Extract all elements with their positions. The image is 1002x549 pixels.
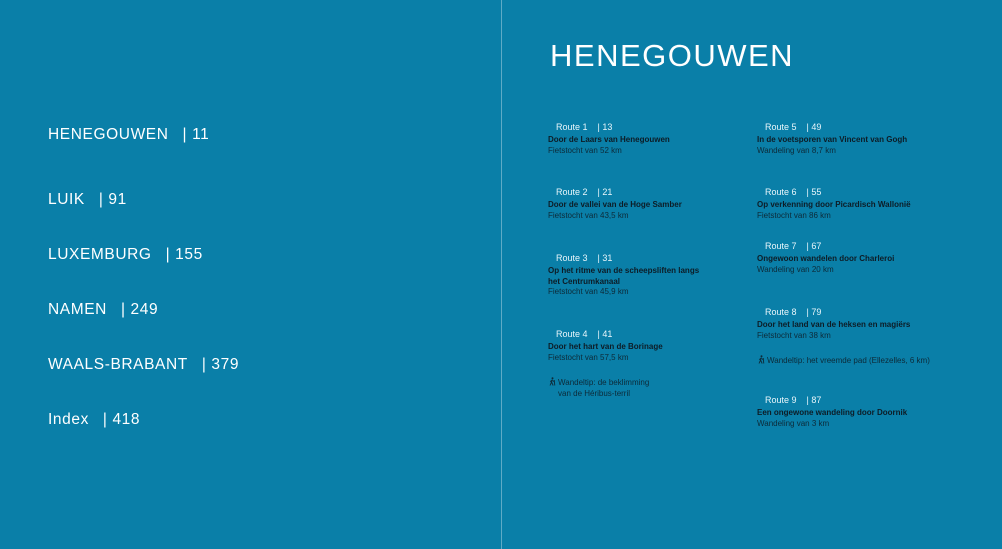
route-title: Door de vallei van de Hoge Samber — [548, 200, 682, 209]
route-title: Een ongewone wandeling door Doornik — [757, 408, 908, 417]
route-subtitle: Fietstocht van 86 km — [757, 210, 831, 220]
toc-page: | 418 — [102, 411, 141, 428]
route-number: Route 2 — [556, 187, 588, 197]
route-subtitle: Fietstocht van 57,5 km — [548, 352, 629, 362]
route-subtitle: Fietstocht van 38 km — [757, 330, 831, 340]
route-item-5[interactable] — [757, 122, 957, 156]
route-page: | 55 — [806, 187, 822, 197]
toc-entry-waals-brabant[interactable] — [48, 356, 239, 374]
route-item-9[interactable] — [757, 395, 957, 429]
toc-page: | 91 — [98, 191, 127, 208]
toc-entry-luxemburg[interactable] — [48, 246, 203, 264]
route-header — [556, 187, 748, 197]
route-subtitle: Fietstocht van 43,5 km — [548, 210, 629, 220]
route-page: | 49 — [806, 122, 822, 132]
route-number: Route 9 — [765, 395, 797, 405]
toc-page: | 155 — [165, 246, 203, 263]
toc-page: | 11 — [182, 126, 210, 143]
toc-label: LUXEMBURG — [48, 246, 152, 263]
route-subtitle: Fietstocht van 52 km — [548, 145, 622, 155]
route-header — [765, 122, 957, 132]
toc-label: NAMEN — [48, 301, 107, 318]
route-item-3[interactable] — [548, 253, 708, 298]
route-header — [765, 241, 957, 251]
route-item-1[interactable] — [548, 122, 748, 156]
route-header — [556, 329, 748, 339]
route-page: | 31 — [597, 253, 613, 263]
route-item-2[interactable] — [548, 187, 748, 221]
route-number: Route 7 — [765, 241, 797, 251]
toc-entry-index[interactable] — [48, 411, 140, 429]
route-item-4[interactable] — [548, 329, 748, 363]
route-header — [765, 187, 957, 197]
route-subtitle: Wandeling van 20 km — [757, 264, 834, 274]
tip-text: Wandeltip: de beklimming — [558, 378, 650, 387]
hiker-icon — [548, 377, 556, 386]
route-page: | 79 — [806, 307, 822, 317]
toc-entry-namen[interactable] — [48, 301, 158, 319]
route-title: Op verkenning door Picardisch Wallonië — [757, 200, 911, 209]
route-item-8[interactable] — [757, 307, 957, 341]
walking-tip-2 — [757, 355, 930, 367]
toc-label: Index — [48, 411, 89, 428]
route-number: Route 4 — [556, 329, 588, 339]
toc-page: | 379 — [201, 356, 240, 373]
route-title: Ongewoon wandelen door Charleroi — [757, 254, 895, 263]
toc-entry-henegouwen[interactable] — [48, 126, 209, 144]
toc-label: HENEGOUWEN — [48, 126, 169, 143]
route-header — [765, 395, 957, 405]
toc-label: WAALS-BRABANT — [48, 356, 188, 373]
route-title: Door de Laars van Henegouwen — [548, 135, 670, 144]
toc-label: LUIK — [48, 191, 85, 208]
route-item-7[interactable] — [757, 241, 957, 275]
tip-text: Wandeltip: het vreemde pad (Ellezelles, 6 km) — [767, 356, 930, 365]
section-title: HENEGOUWEN — [550, 38, 795, 73]
route-subtitle: Wandeling van 8,7 km — [757, 145, 836, 155]
route-number: Route 1 — [556, 122, 588, 132]
route-page: | 21 — [597, 187, 613, 197]
route-title: Door het land van de heksen en magiërs — [757, 320, 911, 329]
tip-text: van de Héribus-terril — [558, 388, 631, 398]
route-header — [556, 253, 708, 263]
route-page: | 41 — [597, 329, 613, 339]
route-header — [765, 307, 957, 317]
route-header — [556, 122, 748, 132]
route-title: Op het ritme van de scheepsliften langs het Centrumkanaal — [548, 266, 700, 286]
route-number: Route 6 — [765, 187, 797, 197]
route-subtitle: Wandeling van 3 km — [757, 418, 830, 428]
route-page: | 67 — [806, 241, 822, 251]
route-number: Route 8 — [765, 307, 797, 317]
route-subtitle: Fietstocht van 45,9 km — [548, 287, 629, 296]
route-number: Route 5 — [765, 122, 797, 132]
route-title: Door het hart van de Borinage — [548, 342, 663, 351]
route-page: | 87 — [806, 395, 822, 405]
walking-tip-1 — [548, 377, 649, 399]
route-title: In de voetsporen van Vincent van Gogh — [757, 135, 908, 144]
route-number: Route 3 — [556, 253, 588, 263]
toc-entry-luik[interactable] — [48, 191, 127, 209]
right-page-routes — [502, 0, 1002, 549]
toc-page: | 249 — [120, 301, 159, 318]
route-page: | 13 — [597, 122, 613, 132]
route-item-6[interactable] — [757, 187, 957, 221]
hiker-icon — [757, 355, 765, 364]
